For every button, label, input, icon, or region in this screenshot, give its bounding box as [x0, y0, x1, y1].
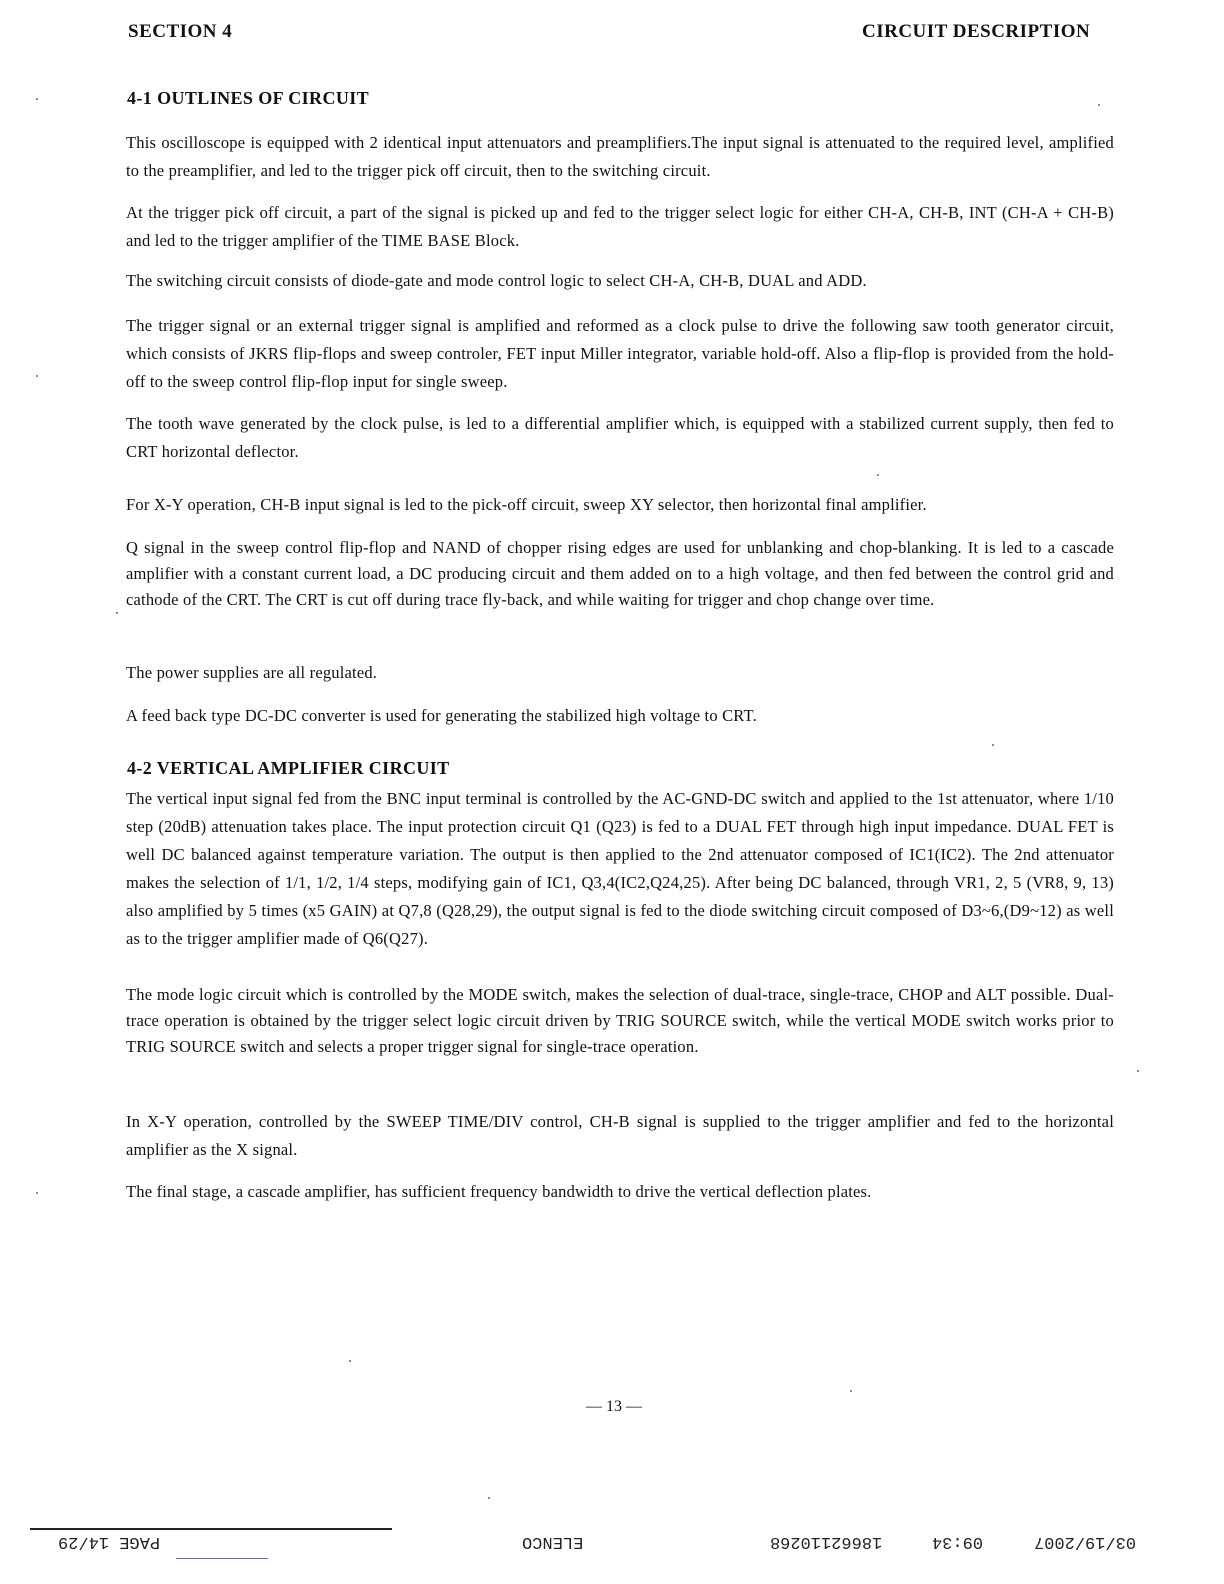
- fax-time: 09:34: [932, 1532, 984, 1551]
- scan-speck: [36, 98, 38, 100]
- fax-divider: [30, 1528, 392, 1530]
- scan-speck: [36, 375, 38, 377]
- paragraph-power-supplies: The power supplies are all regulated.: [126, 663, 378, 682]
- section-4-1-title: 4-1 OUTLINES OF CIRCUIT: [127, 88, 370, 108]
- scan-speck: [116, 612, 118, 614]
- fax-date: 03/19/2007: [1034, 1532, 1137, 1551]
- scan-speck: [1137, 1070, 1139, 1072]
- section-label: SECTION 4: [128, 21, 233, 42]
- scan-speck: [36, 1192, 38, 1194]
- page-number: — 13 —: [586, 1398, 642, 1415]
- paragraph-trigger-pickoff: At the trigger pick off circuit, a part of the signal is picked up and fed to the trigger select logic for either CH-A, CH-B, INT (CH-A + CH-B) and led to the trigger amplifier of the TIME BASE Block.: [126, 203, 1114, 250]
- paragraph-vertical-input: The vertical input signal fed from the BNC input terminal is controlled by the AC-GND-DC switch and applied to the 1st attenuator, where 1/10 step (20dB) attenuation takes place. The input protection circuit Q1 (Q23) is fed to a DUAL FET through high input impedance. DUAL FET is well DC balanced against temperature variation. The output is then applied to the 2nd attenuator composed of IC1(IC2). The 2nd attenuator makes the selection of 1/1, 1/2, 1/4 steps, modifying gain of IC1, Q3,4(IC2,Q24,25). After being DC balanced, through VR1, 2, 5 (VR8, 9, 13) also amplified by 5 times (x5 GAIN) at Q7,8 (Q28,29), the output signal is fed to the diode switching circuit composed of D3~6,(D9~12) as well as to the trigger amplifier made of Q6(Q27).: [126, 789, 1114, 948]
- paragraph-final-stage: The final stage, a cascade amplifier, has sufficient frequency bandwidth to drive the vertical deflection plates.: [126, 1182, 872, 1201]
- paragraph-dcdc-converter: A feed back type DC-DC converter is used for generating the stabilized high voltage to CRT.: [126, 706, 757, 725]
- paragraph-xy-operation: For X-Y operation, CH-B input signal is led to the pick-off circuit, sweep XY selector, then horizontal final amplifier.: [126, 495, 927, 514]
- scan-speck: [992, 744, 994, 746]
- page-header-title: CIRCUIT DESCRIPTION: [862, 21, 1091, 42]
- paragraph-trigger-signal: The trigger signal or an external trigger signal is amplified and reformed as a clock pulse to drive the following saw tooth generator circuit, which consists of JKRS flip-flops and sweep controler, FET input Miller integrator, variable hold-off. Also a flip-flop is provided from the hold-off to the sweep control flip-flop input for single sweep.: [126, 316, 1114, 391]
- fax-company: ELENCO: [522, 1532, 584, 1551]
- paragraph-q-signal: Q signal in the sweep control flip-flop and NAND of chopper rising edges are used for unblanking and chop-blanking. It is led to a cascade amplifier with a constant current load, a DC producing circuit and them added on to a high voltage, and then fed between the control grid and cathode of the CRT. The CRT is cut off during trace fly-back, and while waiting for trigger and chop change over time.: [126, 538, 1114, 609]
- paragraph-tooth-wave: The tooth wave generated by the clock pulse, is led to a differential amplifier which, is equipped with a stabilized current supply, then fed to CRT horizontal deflector.: [126, 414, 1114, 461]
- scan-speck: [488, 1497, 490, 1499]
- scan-speck: [1098, 104, 1100, 106]
- paragraph-xy-control: In X-Y operation, controlled by the SWEEP TIME/DIV control, CH-B signal is supplied to the trigger amplifier and fed to the horizontal amplifier as the X signal.: [126, 1112, 1114, 1159]
- fax-page-count: PAGE 14/29: [58, 1532, 161, 1551]
- paragraph-outline-intro: This oscilloscope is equipped with 2 identical input attenuators and preamplifiers.The input signal is attenuated to the required level, amplified to the preamplifier, and led to the trigger pick off circuit, then to the switching circuit.: [126, 133, 1114, 180]
- scan-speck: [877, 474, 879, 476]
- fax-phone: 18662110268: [770, 1532, 883, 1551]
- fax-underline: [176, 1558, 268, 1559]
- section-4-2-title: 4-2 VERTICAL AMPLIFIER CIRCUIT: [127, 758, 450, 778]
- paragraph-mode-logic: The mode logic circuit which is controlled by the MODE switch, makes the selection of dual-trace, single-trace, CHOP and ALT possible. Dual-trace operation is obtained by the trigger select logic circuit driven by TRIG SOURCE switch, while the vertical MODE switch works prior to TRIG SOURCE switch and selects a proper trigger signal for single-trace operation.: [126, 985, 1114, 1056]
- paragraph-switching-circuit: The switching circuit consists of diode-gate and mode control logic to select CH-A, CH-B, DUAL and ADD.: [126, 271, 867, 290]
- scan-speck: [850, 1390, 852, 1392]
- scan-speck: [349, 1360, 351, 1362]
